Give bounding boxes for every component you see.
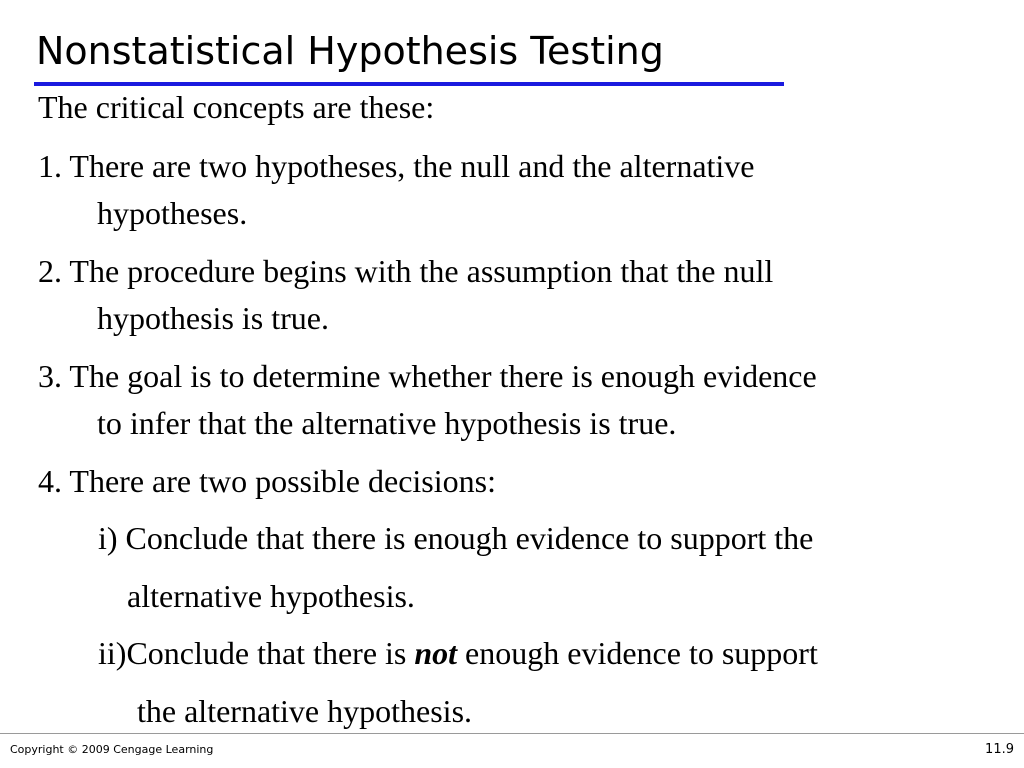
intro-text: The critical concepts are these: [38, 89, 435, 125]
decision-2-emphasis: not [414, 635, 458, 671]
point-4-line-1: 4. There are two possible decisions: [38, 463, 496, 499]
decision-1-line-2: alternative hypothesis. [127, 578, 415, 614]
decision-1-line-1: i) Conclude that there is enough evidence to support the [98, 520, 814, 556]
decision-2-text-before: ii)Conclude that there is [98, 635, 415, 671]
point-1-line-1: 1. There are two hypotheses, the null and the alternative [38, 148, 755, 184]
title-underline [34, 82, 784, 86]
page-number: 11.9 [985, 742, 1014, 757]
point-3-line-2: to infer that the alternative hypothesis is true. [97, 405, 677, 441]
decision-2-text-after: enough evidence to support [457, 635, 818, 671]
decision-2-line-2: the alternative hypothesis. [137, 693, 473, 729]
point-3-line-1: 3. The goal is to determine whether there is enough evidence [38, 358, 817, 394]
slide-title: Nonstatistical Hypothesis Testing [36, 29, 664, 73]
point-1-line-2: hypotheses. [97, 195, 248, 231]
copyright-text: Copyright © 2009 Cengage Learning [10, 743, 214, 756]
decision-2-line-1 [98, 633, 818, 673]
point-2-line-2: hypothesis is true. [97, 300, 329, 336]
point-2-line-1: 2. The procedure begins with the assumption that the null [38, 253, 774, 289]
footer-divider [0, 733, 1024, 734]
